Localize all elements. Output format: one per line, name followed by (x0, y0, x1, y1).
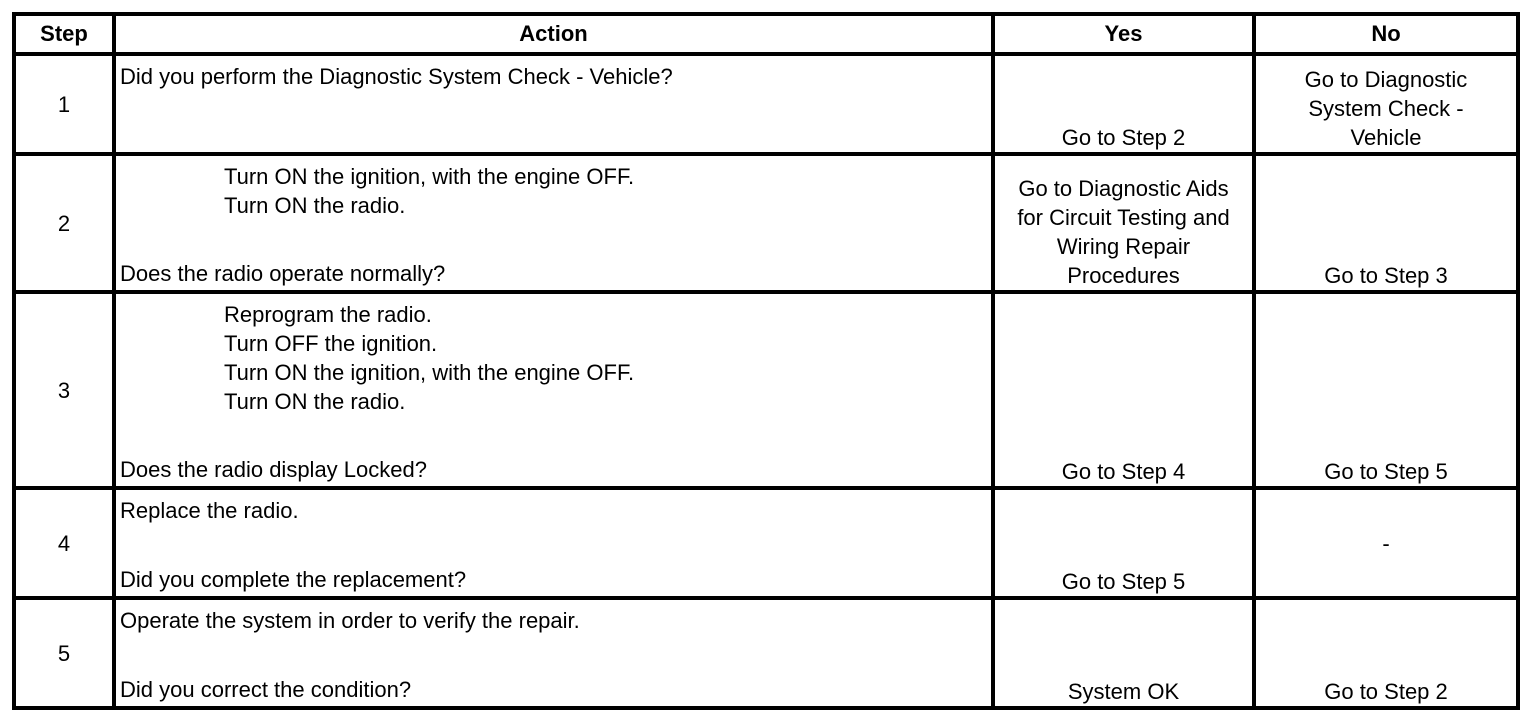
step-number: 2 (14, 154, 114, 292)
yes-line: Procedures (1067, 263, 1180, 288)
diagnostic-table (12, 12, 1520, 710)
table-row (14, 488, 1518, 598)
action-item: Reprogram the radio. (224, 302, 432, 327)
action-question: Did you complete the replacement? (120, 567, 467, 592)
yes-cell: Go to Step 2 (993, 54, 1254, 154)
no-line: System Check - (1308, 96, 1464, 121)
action-item: Turn ON the radio. (224, 193, 406, 218)
action-item: Turn OFF the ignition. (224, 331, 438, 356)
yes-line: for Circuit Testing and (1017, 205, 1230, 230)
yes-cell (993, 154, 1254, 292)
action-text: Operate the system in order to verify the repair. (120, 608, 580, 633)
header-yes: Yes (993, 14, 1254, 54)
table-row (14, 54, 1518, 154)
no-cell: Go to Step 5 (1254, 292, 1518, 488)
yes-cell: Go to Step 4 (993, 292, 1254, 488)
yes-cell: Go to Step 5 (993, 488, 1254, 598)
no-line: Vehicle (1350, 125, 1422, 150)
action-cell (114, 488, 993, 598)
header-step: Step (14, 14, 114, 54)
table-row (14, 598, 1518, 708)
step-number: 1 (14, 54, 114, 154)
no-cell (1254, 54, 1518, 154)
action-question: Does the radio display Locked? (120, 457, 427, 482)
yes-line: Go to Diagnostic Aids (1018, 176, 1229, 201)
no-line: Go to Diagnostic (1304, 67, 1468, 92)
table-row (14, 154, 1518, 292)
action-text: Did you perform the Diagnostic System Check - Vehicle? (120, 64, 673, 89)
step-number: 4 (14, 488, 114, 598)
no-cell: Go to Step 2 (1254, 598, 1518, 708)
table-row (14, 292, 1518, 488)
action-cell (114, 54, 993, 154)
action-question: Does the radio operate normally? (120, 261, 446, 286)
yes-cell: System OK (993, 598, 1254, 708)
action-cell (114, 292, 993, 488)
action-question: Did you correct the condition? (120, 677, 412, 702)
action-text: Replace the radio. (120, 498, 299, 523)
header-row (14, 14, 1518, 54)
no-cell: - (1254, 488, 1518, 598)
action-cell (114, 598, 993, 708)
action-item: Turn ON the ignition, with the engine OFF. (224, 164, 635, 189)
no-cell: Go to Step 3 (1254, 154, 1518, 292)
action-cell (114, 154, 993, 292)
step-number: 5 (14, 598, 114, 708)
header-action: Action (114, 14, 993, 54)
action-item: Turn ON the radio. (224, 389, 406, 414)
action-item: Turn ON the ignition, with the engine OFF. (224, 360, 635, 385)
step-number: 3 (14, 292, 114, 488)
yes-line: Wiring Repair (1056, 234, 1191, 259)
header-no: No (1254, 14, 1518, 54)
